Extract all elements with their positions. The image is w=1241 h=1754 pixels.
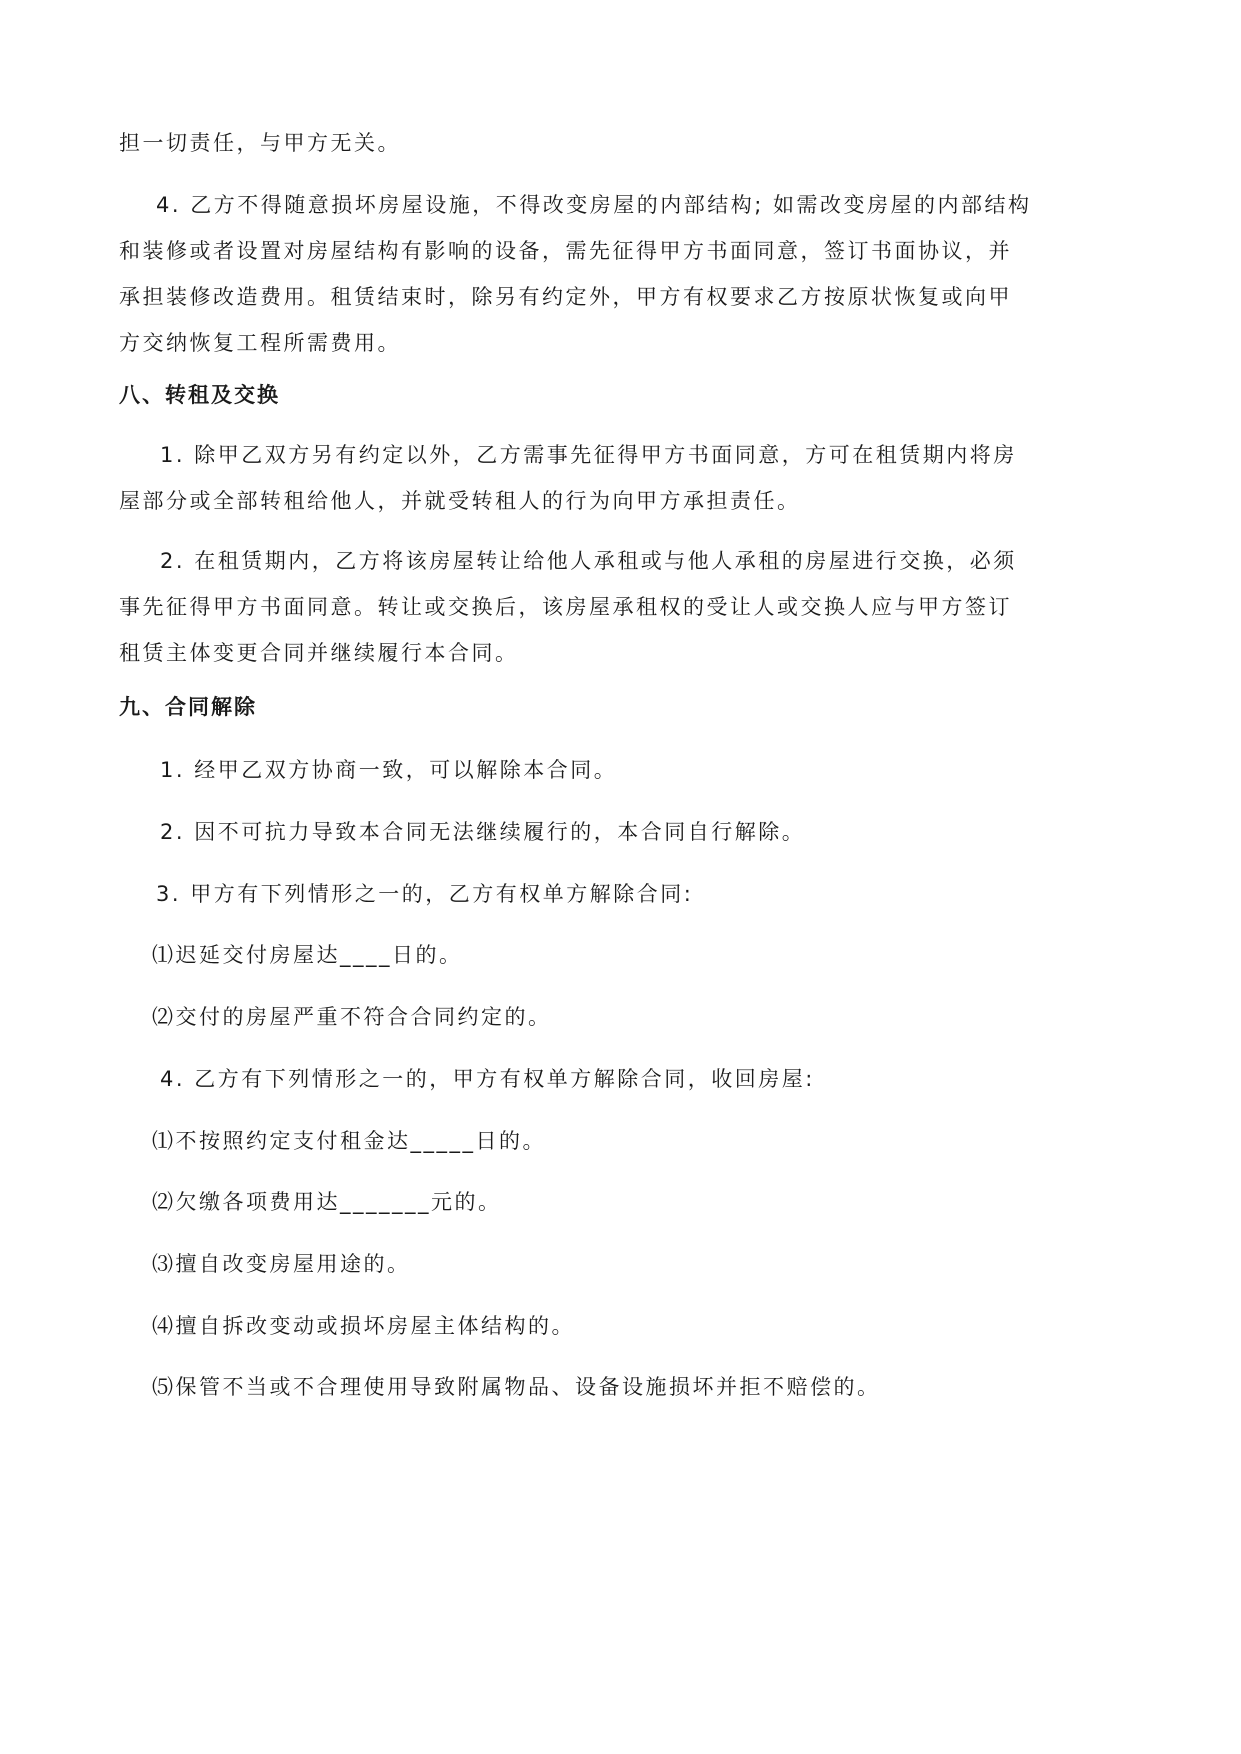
list-item: ⑵交付的房屋严重不符合合同约定的。 — [152, 1005, 552, 1029]
list-item: ⑸保管不当或不合理使用导致附属物品、设备设施损坏并拒不赔偿的。 — [152, 1375, 881, 1399]
paragraph-line: 4. 乙方有下列情形之一的，甲方有权单方解除合同，收回房屋: — [160, 1067, 815, 1091]
paragraph-line: 3. 甲方有下列情形之一的，乙方有权单方解除合同: — [156, 882, 694, 906]
list-item: ⑵欠缴各项费用达_______元的。 — [152, 1190, 502, 1214]
list-item: ⑶擅自改变房屋用途的。 — [152, 1252, 411, 1276]
section-heading: 八、转租及交换 — [119, 383, 280, 407]
paragraph-line: 4. 乙方不得随意损坏房屋设施，不得改变房屋的内部结构; 如需改变房屋的内部结构 — [156, 193, 1032, 217]
list-item: ⑷擅自拆改变动或损坏房屋主体结构的。 — [152, 1314, 575, 1338]
paragraph-line: 1. 经甲乙双方协商一致，可以解除本合同。 — [160, 758, 618, 782]
paragraph-line: 承担装修改造费用。租赁结束时，除另有约定外，甲方有权要求乙方按原状恢复或向甲 — [119, 285, 1012, 309]
list-item: ⑴不按照约定支付租金达_____日的。 — [152, 1129, 546, 1153]
paragraph-line: 方交纳恢复工程所需费用。 — [119, 331, 401, 355]
paragraph-line: 2. 因不可抗力导致本合同无法继续履行的，本合同自行解除。 — [160, 820, 806, 844]
paragraph-line: 屋部分或全部转租给他人，并就受转租人的行为向甲方承担责任。 — [119, 489, 801, 513]
list-item: ⑴迟延交付房屋达____日的。 — [152, 943, 463, 967]
paragraph-line: 和装修或者设置对房屋结构有影响的设备，需先征得甲方书面同意，签订书面协议，并 — [119, 239, 1012, 263]
section-heading: 九、合同解除 — [119, 695, 257, 719]
paragraph-line: 事先征得甲方书面同意。转让或交换后，该房屋承租权的受让人或交换人应与甲方签订 — [119, 595, 1012, 619]
paragraph-line: 1. 除甲乙双方另有约定以外，乙方需事先征得甲方书面同意，方可在租赁期内将房 — [160, 443, 1017, 467]
paragraph-line: 担一切责任，与甲方无关。 — [119, 131, 401, 155]
paragraph-line: 2. 在租赁期内，乙方将该房屋转让给他人承租或与他人承租的房屋进行交换，必须 — [160, 549, 1017, 573]
paragraph-line: 租赁主体变更合同并继续履行本合同。 — [119, 641, 519, 665]
